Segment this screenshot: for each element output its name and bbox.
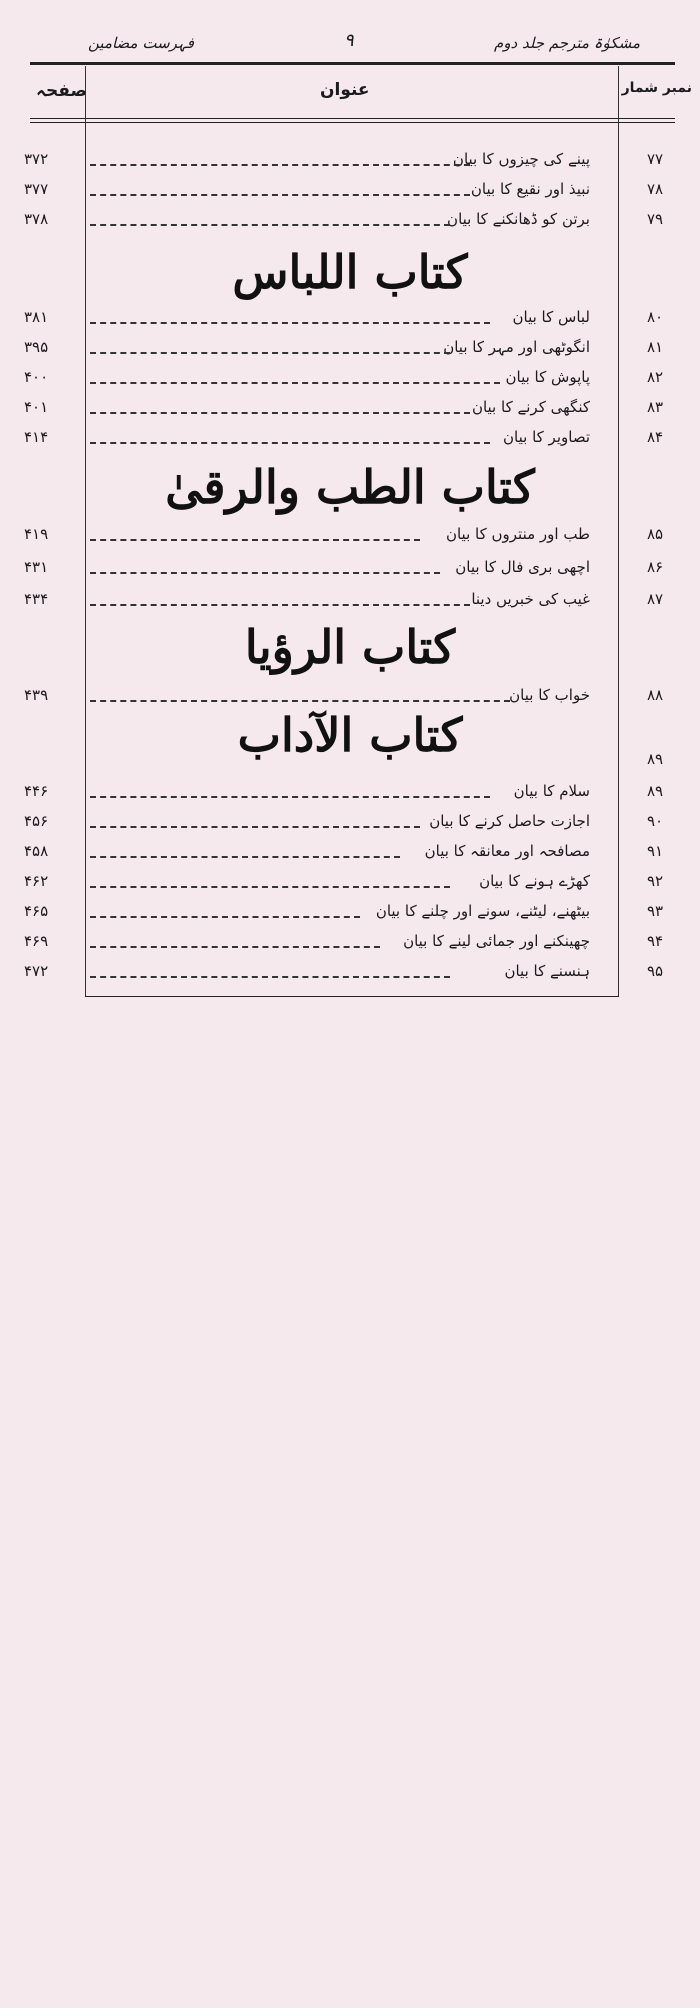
column-head-title: عنوان: [320, 80, 370, 100]
toc-row: [0, 782, 700, 812]
toc-row: [0, 590, 700, 620]
entry-page: ۴۰۰: [24, 368, 49, 386]
entry-title: کنگھی کرنے کا بیان: [471, 398, 590, 416]
toc-row: [0, 150, 700, 180]
toc-row: [0, 558, 700, 588]
entry-number: ۹۰: [646, 812, 664, 830]
entry-page: ۴۶۵: [24, 902, 49, 920]
entry-title: بیٹھنے، لیٹنے، سونے اور چلنے کا بیان: [375, 902, 590, 920]
header-right: مشکوٰۃ مترجم جلد دوم: [494, 34, 640, 52]
page-number: ۹: [344, 30, 354, 51]
entry-title: طب اور منتروں کا بیان: [445, 525, 590, 543]
toc-row: [0, 180, 700, 210]
entry-page: ۴۶۲: [24, 872, 49, 890]
entry-title: مصافحہ اور معانقہ کا بیان: [424, 842, 590, 860]
leader-dots: [90, 946, 380, 948]
leader-dots: [90, 604, 470, 606]
entry-page: ۴۳۴: [24, 590, 49, 608]
entry-number: ۹۳: [646, 902, 664, 920]
entry-number: ۸۹: [646, 782, 664, 800]
entry-number: ۸۲: [646, 368, 664, 386]
header-rule-2: [30, 122, 675, 123]
entry-page: ۴۷۲: [24, 962, 49, 980]
leader-dots: [90, 322, 490, 324]
entry-page: ۴۱۹: [24, 525, 49, 543]
entry-title: کھڑے ہونے کا بیان: [479, 872, 590, 890]
entry-number: ۹۵: [646, 962, 664, 980]
entry-number: ۹۲: [646, 872, 664, 890]
entry-page: ۴۳۱: [24, 558, 49, 576]
stray-entry-number: ۸۹: [646, 750, 664, 768]
leader-dots: [90, 976, 450, 978]
entry-page: ۳۷۲: [24, 150, 49, 168]
toc-row: [0, 210, 700, 240]
entry-page: ۴۶۹: [24, 932, 49, 950]
entry-number: ۸۰: [646, 308, 664, 326]
leader-dots: [90, 826, 420, 828]
entry-page: ۳۹۵: [24, 338, 49, 356]
entry-number: ۷۷: [646, 150, 664, 168]
leader-dots: [90, 886, 450, 888]
entry-number: ۸۱: [646, 338, 664, 356]
entry-title: پاپوش کا بیان: [505, 368, 590, 386]
entry-title: چھینکنے اور جمائی لینے کا بیان: [403, 932, 590, 950]
entry-page: ۴۵۶: [24, 812, 49, 830]
entry-number: ۸۴: [646, 428, 664, 446]
entry-page: ۳۸۱: [24, 308, 49, 326]
entry-title: نبیذ اور نقیع کا بیان: [470, 180, 590, 198]
leader-dots: [90, 916, 360, 918]
entry-title: ہنسنے کا بیان: [504, 962, 590, 980]
entry-page: ۴۴۶: [24, 782, 49, 800]
entry-title: انگوٹھی اور مہر کا بیان: [443, 338, 590, 356]
toc-row: [0, 308, 700, 338]
entry-title: سلام کا بیان: [513, 782, 590, 800]
toc-row: [0, 525, 700, 555]
toc-row: [0, 368, 700, 398]
entry-page: ۴۰۱: [24, 398, 49, 416]
entry-title: خواب کا بیان: [509, 686, 590, 704]
leader-dots: [90, 164, 470, 166]
leader-dots: [90, 224, 450, 226]
entry-page: ۴۳۹: [24, 686, 49, 704]
leader-dots: [90, 856, 400, 858]
book-heading-adab: کتاب الآداب: [237, 708, 463, 762]
entry-page: ۴۱۴: [24, 428, 49, 446]
entry-number: ۸۵: [646, 525, 664, 543]
entry-number: ۷۸: [646, 180, 664, 198]
entry-page: ۳۷۷: [24, 180, 49, 198]
entry-number: ۸۳: [646, 398, 664, 416]
book-heading-tibb: کتاب الطب والرقیٰ: [165, 460, 535, 514]
book-heading-ruya: کتاب الرؤیا: [244, 620, 456, 674]
entry-number: ۷۹: [646, 210, 664, 228]
entry-number: ۸۸: [646, 686, 664, 704]
leader-dots: [90, 412, 470, 414]
entry-title: پینے کی چیزوں کا بیان: [452, 150, 590, 168]
leader-dots: [90, 352, 450, 354]
leader-dots: [90, 194, 470, 196]
entry-title: اچھی بری فال کا بیان: [455, 558, 590, 576]
toc-row: [0, 812, 700, 842]
entry-title: لباس کا بیان: [512, 308, 590, 326]
toc-row: [0, 902, 700, 932]
toc-row: [0, 842, 700, 872]
leader-dots: [90, 796, 490, 798]
header-left: فہرست مضامین: [88, 34, 194, 52]
column-head-number: نمبر شمار: [621, 80, 692, 96]
toc-row: [0, 962, 700, 992]
book-heading-libas: کتاب اللباس: [232, 245, 468, 299]
top-rule: [30, 62, 675, 65]
leader-dots: [90, 572, 440, 574]
toc-row: [0, 428, 700, 458]
toc-row: [0, 932, 700, 962]
entry-title: غیب کی خبریں دینا: [471, 590, 590, 608]
leader-dots: [90, 539, 420, 541]
column-head-page: صفحہ: [36, 81, 87, 101]
entry-page: ۳۷۸: [24, 210, 49, 228]
entry-title: برتن کو ڈھانکنے کا بیان: [447, 210, 590, 228]
header-rule: [30, 118, 675, 119]
leader-dots: [90, 700, 510, 702]
toc-row: [0, 872, 700, 902]
entry-number: ۸۷: [646, 590, 664, 608]
entry-title: اجازت حاصل کرنے کا بیان: [429, 812, 590, 830]
entry-title: تصاویر کا بیان: [503, 428, 590, 446]
leader-dots: [90, 442, 490, 444]
entry-number: ۸۶: [646, 558, 664, 576]
entry-page: ۴۵۸: [24, 842, 49, 860]
entry-number: ۹۱: [646, 842, 664, 860]
toc-row: [0, 338, 700, 368]
toc-row: [0, 398, 700, 428]
bottom-rule: [85, 996, 619, 997]
leader-dots: [90, 382, 500, 384]
entry-number: ۹۴: [646, 932, 664, 950]
